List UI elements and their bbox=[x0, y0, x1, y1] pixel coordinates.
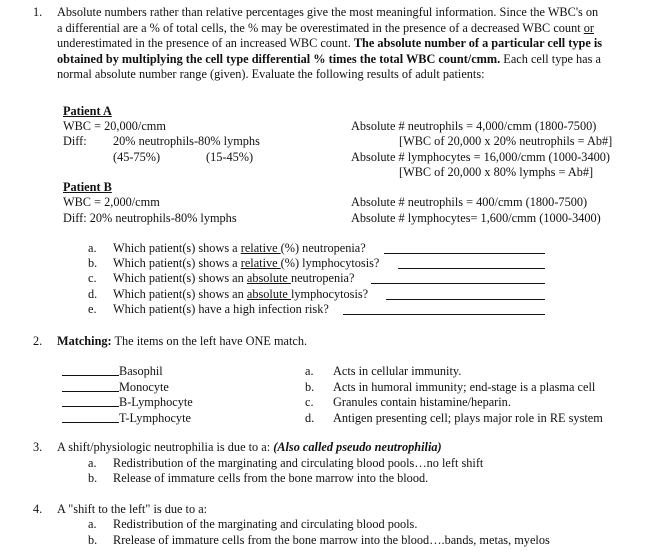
patient-b-abs-lymphocytes: Absolute # lymphocytes= 1,600/cmm (1000-3400) bbox=[351, 211, 601, 225]
q1d-letter: d. bbox=[88, 287, 98, 301]
match-option-a-letter: a. bbox=[305, 364, 314, 378]
q1-para-line-2 bbox=[57, 21, 594, 36]
patient-a-calc-neutrophils: [WBC of 20,000 x 20% neutrophils = Ab#] bbox=[399, 134, 613, 148]
matching-instructions: The items on the left have ONE match. bbox=[111, 334, 308, 348]
match-option-d-text: Antigen presenting cell; plays major role in RE system bbox=[333, 411, 603, 425]
q1-para-line-4 bbox=[57, 52, 601, 67]
q1b-text bbox=[113, 256, 379, 271]
q1a-text-pre: Which patient(s) shows a bbox=[113, 241, 241, 255]
q1-para-line-3-text: underestimated in the presence of an increased WBC count. bbox=[57, 36, 354, 50]
match-blank-b-lymphocyte[interactable] bbox=[62, 406, 119, 407]
q1d-answer-blank[interactable] bbox=[386, 299, 545, 300]
q1e-answer-blank[interactable] bbox=[343, 314, 545, 315]
q3b-letter: b. bbox=[88, 471, 98, 485]
patient-a-title: Patient A bbox=[63, 104, 112, 118]
patient-a-abs-neutrophils: Absolute # neutrophils = 4,000/cmm (1800-7500) bbox=[351, 119, 597, 133]
q1b-text-post: (%) lymphocytosis? bbox=[280, 256, 380, 270]
question-3-text: A shift/physiologic neutrophilia is due to a: bbox=[57, 440, 274, 454]
question-4-number: 4. bbox=[33, 502, 43, 516]
q3a-letter: a. bbox=[88, 456, 97, 470]
match-option-c-letter: c. bbox=[305, 395, 314, 409]
patient-a-range-neutrophils: (45-75%) bbox=[113, 150, 161, 164]
q1d-text-underlined: absolute bbox=[246, 287, 291, 301]
q1a-text-underlined: relative bbox=[240, 241, 281, 255]
q1b-text-underlined: relative bbox=[240, 256, 281, 270]
q1a-text bbox=[113, 241, 366, 256]
q1b-letter: b. bbox=[88, 256, 98, 270]
match-blank-basophil[interactable] bbox=[62, 375, 119, 376]
q1-para-line-2-text: a differential are a % of total cells, the % may be overestimated in the presence of a decreased WBC count bbox=[57, 21, 584, 35]
patient-a-diff-label: Diff: bbox=[63, 134, 87, 148]
q1c-text-pre: Which patient(s) shows an bbox=[113, 271, 247, 285]
q1e-letter: e. bbox=[88, 302, 97, 316]
q4b-letter: b. bbox=[88, 533, 98, 547]
patient-b-diff: Diff: 20% neutrophils-80% lymphs bbox=[63, 211, 237, 225]
question-4-text: A "shift to the left" is due to a: bbox=[57, 502, 208, 516]
match-item-b-lymphocyte: B-Lymphocyte bbox=[119, 395, 193, 409]
match-blank-monocyte[interactable] bbox=[62, 391, 119, 392]
question-3-prompt bbox=[57, 440, 442, 455]
matching-label: Matching: bbox=[57, 334, 112, 348]
q1c-answer-blank[interactable] bbox=[371, 283, 545, 284]
patient-a-wbc: WBC = 20,000/cmm bbox=[63, 119, 166, 133]
patient-a-range-lymphs: (15-45%) bbox=[206, 150, 254, 164]
question-3-number: 3. bbox=[33, 440, 43, 454]
q1a-answer-blank[interactable] bbox=[384, 253, 545, 254]
q1b-answer-blank[interactable] bbox=[398, 268, 545, 269]
q1-para-line-2-underlined: or bbox=[583, 21, 594, 35]
q1e-text-pre: Which patient(s) have a high infection risk? bbox=[113, 302, 329, 316]
patient-a-calc-lymphocytes: [WBC of 20,000 x 80% lymphs = Ab#] bbox=[399, 165, 594, 179]
q1-para-line-3 bbox=[57, 36, 602, 51]
q1c-letter: c. bbox=[88, 271, 97, 285]
q1-para-line-1: Absolute numbers rather than relative percentages give the most meaningful information. Since the WBC's on bbox=[57, 5, 599, 19]
question-2-prompt bbox=[57, 334, 307, 349]
question-3-note: (Also called pseudo neutrophilia) bbox=[273, 440, 442, 454]
match-item-t-lymphocyte: T-Lymphocyte bbox=[119, 411, 191, 425]
match-option-d-letter: d. bbox=[305, 411, 315, 425]
match-blank-t-lymphocyte[interactable] bbox=[62, 422, 119, 423]
match-option-a-text: Acts in cellular immunity. bbox=[333, 364, 462, 378]
patient-b-title: Patient B bbox=[63, 180, 112, 194]
match-option-c-text: Granules contain histamine/heparin. bbox=[333, 395, 511, 409]
patient-b-abs-neutrophils: Absolute # neutrophils = 400/cmm (1800-7500) bbox=[351, 195, 588, 209]
q1-para-line-4-text: Each cell type has a bbox=[500, 52, 601, 66]
q1c-text-underlined: absolute bbox=[246, 271, 291, 285]
patient-b-wbc: WBC = 2,000/cmm bbox=[63, 195, 160, 209]
q1a-letter: a. bbox=[88, 241, 97, 255]
match-option-b-text: Acts in humoral immunity; end-stage is a plasma cell bbox=[333, 380, 596, 394]
question-1-number: 1. bbox=[33, 5, 43, 19]
q4b-text: Rrelease of immature cells from the bone marrow into the blood….bands, metas, myelos bbox=[113, 533, 550, 547]
q1d-text bbox=[113, 287, 368, 302]
q1c-text bbox=[113, 271, 354, 286]
question-2-number: 2. bbox=[33, 334, 43, 348]
q3b-text: Release of immature cells from the bone marrow into the blood. bbox=[113, 471, 429, 485]
q1-para-line-3-bold: The absolute number of a particular cell type is bbox=[353, 36, 603, 50]
patient-a-diff-values: 20% neutrophils-80% lymphs bbox=[113, 134, 260, 148]
q1d-text-pre: Which patient(s) shows an bbox=[113, 287, 247, 301]
match-option-b-letter: b. bbox=[305, 380, 315, 394]
q1d-text-post: lymphocytosis? bbox=[290, 287, 369, 301]
q1a-text-post: (%) neutropenia? bbox=[280, 241, 366, 255]
match-item-basophil: Basophil bbox=[119, 364, 163, 378]
q3a-text: Redistribution of the marginating and circulating blood pools…no left shift bbox=[113, 456, 484, 470]
q4a-letter: a. bbox=[88, 517, 97, 531]
q4a-text: Redistribution of the marginating and circulating blood pools. bbox=[113, 517, 418, 531]
q1-para-line-4-bold: obtained by multiplying the cell type differential % times the total WBC count/cmm. bbox=[57, 52, 501, 66]
q1c-text-post: neutropenia? bbox=[290, 271, 355, 285]
patient-a-abs-lymphocytes: Absolute # lymphocytes = 16,000/cmm (1000-3400) bbox=[351, 150, 610, 164]
match-item-monocyte: Monocyte bbox=[119, 380, 169, 394]
q1b-text-pre: Which patient(s) shows a bbox=[113, 256, 241, 270]
q1e-text bbox=[113, 302, 329, 317]
q1-para-line-5: normal absolute number range (given). Evaluate the following results of adult patients: bbox=[57, 67, 485, 81]
